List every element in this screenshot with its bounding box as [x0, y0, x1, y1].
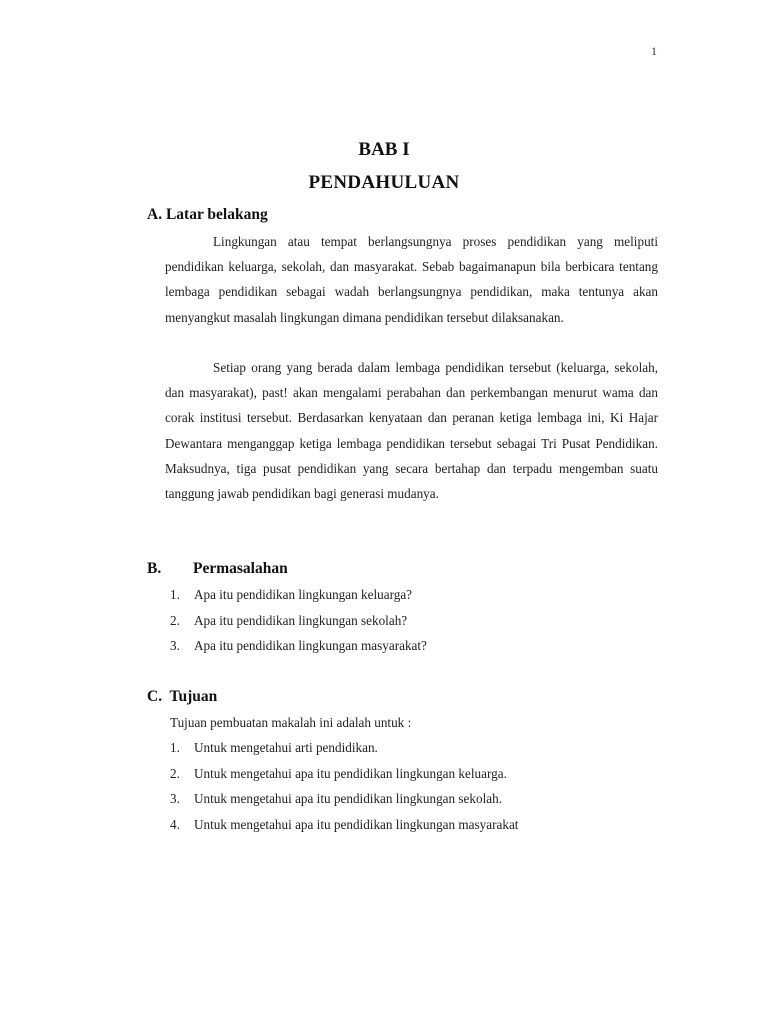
section-a-heading: A. Latar belakang: [147, 206, 268, 223]
list-text: Apa itu pendidikan lingkungan sekolah?: [194, 612, 408, 628]
chapter-title: PENDAHULUAN: [308, 172, 460, 193]
page-number: 1: [651, 44, 657, 58]
section-b-letter: B.: [147, 560, 162, 577]
list-text: Untuk mengetahui apa itu pendidikan lingkungan sekolah.: [194, 791, 503, 806]
list-text: Apa itu pendidikan lingkungan keluarga?: [194, 587, 413, 602]
list-number: 4.: [170, 816, 180, 832]
paragraph-2-text: Setiap orang yang berada dalam lembaga pendidikan tersebut (keluarga, sekolah, dan masyarakat), past! akan mengalami perabahan dan perkembangan menurut wama dan corak institusi tersebut. Berdasarkan kenyataan dan peranan ketiga lembaga ini, Ki Hajar Dewantara menganggap ketiga lembaga pendidikan tersebut sebagai Tri Pusat Pendidikan. Maksudnya, tiga pusat pendidikan yang secara bertahap dan terpadu mengemban suatu tanggung jawab pendidikan bagi generasi mudanya.: [165, 360, 658, 502]
section-b-title: Permasalahan: [193, 560, 288, 577]
list-number: 2.: [170, 765, 180, 781]
list-number: 2.: [170, 612, 180, 628]
list-text: Untuk mengetahui apa itu pendidikan lingkungan masyarakat: [194, 816, 519, 832]
list-number: 3.: [170, 791, 180, 806]
list-item: [170, 812, 518, 838]
list-item: [170, 761, 518, 787]
paragraph-2: [165, 355, 658, 506]
list-item: [170, 735, 518, 761]
list-item: [170, 582, 427, 608]
list-text: Untuk mengetahui arti pendidikan.: [194, 740, 378, 755]
list-item: [170, 633, 427, 659]
section-c-heading: C. Tujuan: [147, 688, 218, 705]
list-item: [170, 608, 427, 634]
list-number: 1.: [170, 740, 180, 755]
permasalahan-list: [170, 582, 427, 659]
tujuan-list: [170, 735, 518, 837]
tujuan-intro: Tujuan pembuatan makalah ini adalah untuk :: [170, 715, 412, 730]
paragraph-1: [165, 229, 658, 330]
list-number: 1.: [170, 587, 180, 602]
list-number: 3.: [170, 638, 180, 653]
list-text: Untuk mengetahui apa itu pendidikan lingkungan keluarga.: [194, 765, 507, 781]
list-item: [170, 786, 518, 812]
list-text: Apa itu pendidikan lingkungan masyarakat?: [194, 638, 427, 653]
chapter-number: BAB I: [358, 139, 410, 160]
paragraph-1-text: Lingkungan atau tempat berlangsungnya proses pendidikan yang meliputi pendidikan keluarga, sekolah, dan masyarakat. Sebab bagaimanapun bila berbicara tentang lembaga pendidikan sebagai wadah berlangsungnya pendidikan, maka tentunya akan menyangkut masalah lingkungan dimana pendidikan tersebut dilaksanakan.: [165, 234, 658, 325]
